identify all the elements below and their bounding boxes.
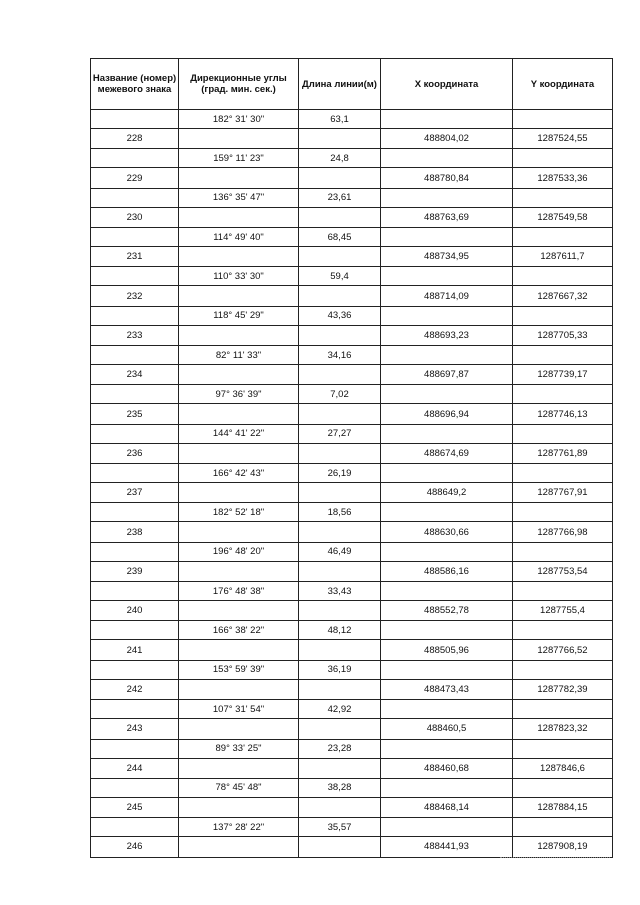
y-coordinate-cell: 1287533,36 — [513, 168, 613, 188]
direction-angle-cell: 166° 38' 22" — [179, 621, 299, 640]
blank-cell — [91, 306, 179, 325]
blank-cell — [179, 561, 299, 581]
point-row — [91, 404, 613, 424]
blank-cell — [381, 503, 513, 522]
blank-cell — [381, 110, 513, 129]
blank-cell — [299, 168, 381, 188]
blank-cell — [299, 325, 381, 345]
marker-name-cell: 244 — [91, 758, 179, 778]
x-coordinate-cell: 488763,69 — [381, 207, 513, 227]
y-coordinate-cell: 1287846,6 — [513, 758, 613, 778]
blank-cell — [91, 621, 179, 640]
line-length-cell: 68,45 — [299, 228, 381, 247]
blank-cell — [299, 837, 381, 857]
marker-name-cell: 241 — [91, 640, 179, 660]
segment-row — [91, 621, 613, 640]
blank-cell — [513, 267, 613, 286]
blank-cell — [299, 797, 381, 817]
y-coordinate-cell: 1287549,58 — [513, 207, 613, 227]
blank-cell — [513, 346, 613, 365]
x-coordinate-cell: 488734,95 — [381, 247, 513, 267]
direction-angle-cell: 182° 52' 18" — [179, 503, 299, 522]
point-row — [91, 286, 613, 306]
scan-artifact — [500, 857, 610, 864]
blank-cell — [381, 818, 513, 837]
y-coordinate-cell: 1287611,7 — [513, 247, 613, 267]
blank-cell — [381, 267, 513, 286]
y-coordinate-cell: 1287753,54 — [513, 561, 613, 581]
marker-name-cell: 240 — [91, 601, 179, 621]
blank-cell — [513, 306, 613, 325]
blank-cell — [179, 640, 299, 660]
blank-cell — [179, 483, 299, 503]
y-coordinate-cell: 1287761,89 — [513, 443, 613, 463]
x-coordinate-cell: 488468,14 — [381, 797, 513, 817]
segment-row — [91, 110, 613, 129]
blank-cell — [91, 582, 179, 601]
point-row — [91, 129, 613, 149]
y-coordinate-cell: 1287767,91 — [513, 483, 613, 503]
blank-cell — [91, 385, 179, 404]
segment-row — [91, 149, 613, 168]
header-line-length: Длина линии(м) — [299, 59, 381, 110]
segment-row — [91, 660, 613, 679]
blank-cell — [299, 719, 381, 739]
x-coordinate-cell: 488586,16 — [381, 561, 513, 581]
point-row — [91, 483, 613, 503]
blank-cell — [179, 207, 299, 227]
marker-name-cell: 233 — [91, 325, 179, 345]
marker-name-cell: 243 — [91, 719, 179, 739]
blank-cell — [299, 129, 381, 149]
direction-angle-cell: 78° 45' 48" — [179, 778, 299, 797]
line-length-cell: 7,02 — [299, 385, 381, 404]
blank-cell — [381, 346, 513, 365]
blank-cell — [91, 660, 179, 679]
segment-row — [91, 818, 613, 837]
blank-cell — [179, 522, 299, 542]
blank-cell — [91, 503, 179, 522]
segment-row — [91, 306, 613, 325]
y-coordinate-cell: 1287884,15 — [513, 797, 613, 817]
blank-cell — [91, 818, 179, 837]
point-row — [91, 719, 613, 739]
blank-cell — [513, 778, 613, 797]
y-coordinate-cell: 1287766,52 — [513, 640, 613, 660]
blank-cell — [91, 110, 179, 129]
x-coordinate-cell: 488693,23 — [381, 325, 513, 345]
marker-name-cell: 242 — [91, 679, 179, 699]
table-body — [91, 110, 613, 858]
segment-row — [91, 503, 613, 522]
point-row — [91, 837, 613, 857]
segment-row — [91, 542, 613, 561]
marker-name-cell: 231 — [91, 247, 179, 267]
blank-cell — [513, 660, 613, 679]
line-length-cell: 38,28 — [299, 778, 381, 797]
line-length-cell: 24,8 — [299, 149, 381, 168]
blank-cell — [91, 424, 179, 443]
line-length-cell: 42,92 — [299, 700, 381, 719]
marker-name-cell: 236 — [91, 443, 179, 463]
segment-row — [91, 700, 613, 719]
direction-angle-cell: 110° 33' 30" — [179, 267, 299, 286]
blank-cell — [299, 207, 381, 227]
blank-cell — [179, 837, 299, 857]
x-coordinate-cell: 488780,84 — [381, 168, 513, 188]
segment-row — [91, 346, 613, 365]
x-coordinate-cell: 488649,2 — [381, 483, 513, 503]
blank-cell — [179, 601, 299, 621]
line-length-cell: 18,56 — [299, 503, 381, 522]
table-header-row — [91, 59, 613, 110]
marker-name-cell: 246 — [91, 837, 179, 857]
blank-cell — [91, 228, 179, 247]
direction-angle-cell: 118° 45' 29" — [179, 306, 299, 325]
point-row — [91, 168, 613, 188]
point-row — [91, 640, 613, 660]
x-coordinate-cell: 488697,87 — [381, 365, 513, 385]
x-coordinate-cell: 488473,43 — [381, 679, 513, 699]
point-row — [91, 758, 613, 778]
line-length-cell: 59,4 — [299, 267, 381, 286]
header-marker-name: Название (номер) межевого знака — [91, 59, 179, 110]
blank-cell — [513, 621, 613, 640]
blank-cell — [299, 483, 381, 503]
segment-row — [91, 267, 613, 286]
blank-cell — [179, 365, 299, 385]
blank-cell — [299, 443, 381, 463]
blank-cell — [381, 621, 513, 640]
y-coordinate-cell: 1287908,19 — [513, 837, 613, 857]
line-length-cell: 34,16 — [299, 346, 381, 365]
x-coordinate-cell: 488714,09 — [381, 286, 513, 306]
point-row — [91, 365, 613, 385]
direction-angle-cell: 97° 36' 39" — [179, 385, 299, 404]
boundary-table-container — [90, 58, 612, 858]
blank-cell — [179, 247, 299, 267]
marker-name-cell: 239 — [91, 561, 179, 581]
y-coordinate-cell: 1287739,17 — [513, 365, 613, 385]
x-coordinate-cell: 488630,66 — [381, 522, 513, 542]
line-length-cell: 63,1 — [299, 110, 381, 129]
blank-cell — [91, 149, 179, 168]
segment-row — [91, 778, 613, 797]
x-coordinate-cell: 488505,96 — [381, 640, 513, 660]
y-coordinate-cell: 1287667,32 — [513, 286, 613, 306]
blank-cell — [179, 129, 299, 149]
direction-angle-cell: 114° 49' 40" — [179, 228, 299, 247]
point-row — [91, 601, 613, 621]
blank-cell — [179, 168, 299, 188]
header-direction-angle: Дирекционные углы (град. мин. сек.) — [179, 59, 299, 110]
blank-cell — [513, 542, 613, 561]
blank-cell — [91, 542, 179, 561]
blank-cell — [381, 660, 513, 679]
blank-cell — [299, 679, 381, 699]
blank-cell — [299, 365, 381, 385]
direction-angle-cell: 136° 35' 47" — [179, 188, 299, 207]
blank-cell — [299, 758, 381, 778]
blank-cell — [91, 464, 179, 483]
segment-row — [91, 188, 613, 207]
blank-cell — [513, 818, 613, 837]
blank-cell — [513, 188, 613, 207]
blank-cell — [381, 582, 513, 601]
blank-cell — [513, 110, 613, 129]
blank-cell — [513, 700, 613, 719]
blank-cell — [381, 306, 513, 325]
blank-cell — [513, 739, 613, 758]
line-length-cell: 26,19 — [299, 464, 381, 483]
x-coordinate-cell: 488804,02 — [381, 129, 513, 149]
x-coordinate-cell: 488552,78 — [381, 601, 513, 621]
blank-cell — [91, 778, 179, 797]
blank-cell — [179, 325, 299, 345]
line-length-cell: 48,12 — [299, 621, 381, 640]
blank-cell — [381, 739, 513, 758]
y-coordinate-cell: 1287782,39 — [513, 679, 613, 699]
blank-cell — [299, 561, 381, 581]
line-length-cell: 46,49 — [299, 542, 381, 561]
blank-cell — [91, 739, 179, 758]
blank-cell — [381, 188, 513, 207]
blank-cell — [179, 404, 299, 424]
segment-row — [91, 739, 613, 758]
x-coordinate-cell: 488460,5 — [381, 719, 513, 739]
point-row — [91, 325, 613, 345]
blank-cell — [299, 404, 381, 424]
blank-cell — [91, 267, 179, 286]
line-length-cell: 27,27 — [299, 424, 381, 443]
direction-angle-cell: 89° 33' 25" — [179, 739, 299, 758]
blank-cell — [91, 188, 179, 207]
blank-cell — [299, 247, 381, 267]
y-coordinate-cell: 1287766,98 — [513, 522, 613, 542]
x-coordinate-cell: 488674,69 — [381, 443, 513, 463]
segment-row — [91, 424, 613, 443]
direction-angle-cell: 176° 48' 38" — [179, 582, 299, 601]
segment-row — [91, 464, 613, 483]
blank-cell — [381, 424, 513, 443]
marker-name-cell: 232 — [91, 286, 179, 306]
point-row — [91, 207, 613, 227]
marker-name-cell: 228 — [91, 129, 179, 149]
blank-cell — [91, 700, 179, 719]
blank-cell — [91, 346, 179, 365]
header-y-coordinate: Y координата — [513, 59, 613, 110]
blank-cell — [381, 464, 513, 483]
direction-angle-cell: 196° 48' 20" — [179, 542, 299, 561]
marker-name-cell: 238 — [91, 522, 179, 542]
blank-cell — [513, 464, 613, 483]
y-coordinate-cell: 1287755,4 — [513, 601, 613, 621]
blank-cell — [179, 286, 299, 306]
y-coordinate-cell: 1287524,55 — [513, 129, 613, 149]
line-length-cell: 23,61 — [299, 188, 381, 207]
marker-name-cell: 229 — [91, 168, 179, 188]
blank-cell — [381, 149, 513, 168]
point-row — [91, 522, 613, 542]
x-coordinate-cell: 488460,68 — [381, 758, 513, 778]
y-coordinate-cell: 1287705,33 — [513, 325, 613, 345]
blank-cell — [513, 424, 613, 443]
blank-cell — [179, 443, 299, 463]
blank-cell — [381, 542, 513, 561]
line-length-cell: 43,36 — [299, 306, 381, 325]
y-coordinate-cell: 1287823,32 — [513, 719, 613, 739]
blank-cell — [513, 582, 613, 601]
direction-angle-cell: 182° 31' 30" — [179, 110, 299, 129]
blank-cell — [299, 522, 381, 542]
direction-angle-cell: 107° 31' 54" — [179, 700, 299, 719]
blank-cell — [513, 149, 613, 168]
blank-cell — [299, 601, 381, 621]
direction-angle-cell: 159° 11' 23" — [179, 149, 299, 168]
direction-angle-cell: 153° 59' 39" — [179, 660, 299, 679]
blank-cell — [179, 797, 299, 817]
blank-cell — [299, 640, 381, 660]
blank-cell — [513, 228, 613, 247]
point-row — [91, 679, 613, 699]
x-coordinate-cell: 488696,94 — [381, 404, 513, 424]
blank-cell — [179, 679, 299, 699]
line-length-cell: 35,57 — [299, 818, 381, 837]
blank-cell — [381, 385, 513, 404]
marker-name-cell: 235 — [91, 404, 179, 424]
point-row — [91, 443, 613, 463]
direction-angle-cell: 82° 11' 33" — [179, 346, 299, 365]
segment-row — [91, 228, 613, 247]
blank-cell — [179, 758, 299, 778]
direction-angle-cell: 137° 28' 22" — [179, 818, 299, 837]
point-row — [91, 561, 613, 581]
blank-cell — [381, 228, 513, 247]
point-row — [91, 247, 613, 267]
marker-name-cell: 245 — [91, 797, 179, 817]
boundary-coordinates-table — [90, 58, 613, 858]
direction-angle-cell: 144° 41' 22" — [179, 424, 299, 443]
blank-cell — [513, 385, 613, 404]
line-length-cell: 33,43 — [299, 582, 381, 601]
direction-angle-cell: 166° 42' 43" — [179, 464, 299, 483]
blank-cell — [299, 286, 381, 306]
blank-cell — [381, 778, 513, 797]
line-length-cell: 36,19 — [299, 660, 381, 679]
segment-row — [91, 385, 613, 404]
point-row — [91, 797, 613, 817]
line-length-cell: 23,28 — [299, 739, 381, 758]
marker-name-cell: 234 — [91, 365, 179, 385]
header-x-coordinate: X координата — [381, 59, 513, 110]
marker-name-cell: 230 — [91, 207, 179, 227]
segment-row — [91, 582, 613, 601]
marker-name-cell: 237 — [91, 483, 179, 503]
blank-cell — [179, 719, 299, 739]
y-coordinate-cell: 1287746,13 — [513, 404, 613, 424]
blank-cell — [513, 503, 613, 522]
x-coordinate-cell: 488441,93 — [381, 837, 513, 857]
blank-cell — [381, 700, 513, 719]
